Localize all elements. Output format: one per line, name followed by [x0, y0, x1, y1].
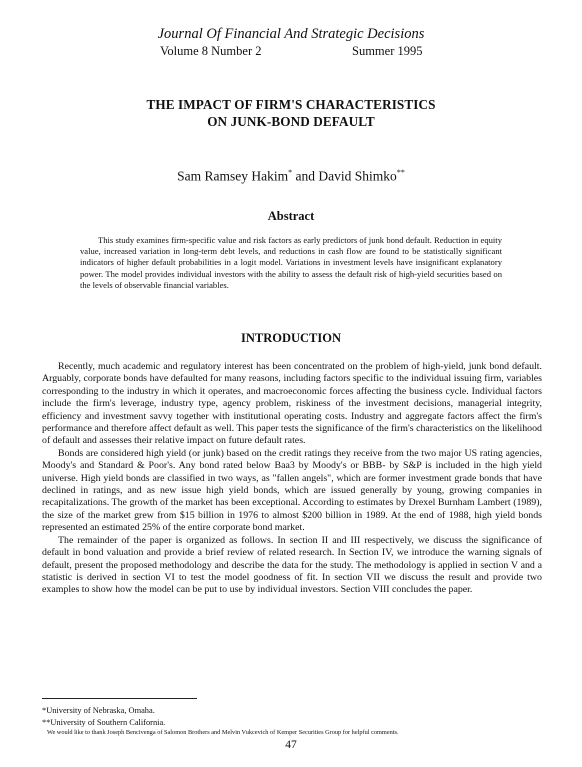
journal-name: Journal Of Financial And Strategic Decisions [157, 26, 425, 42]
author-1: Sam Ramsey Hakim [177, 168, 289, 184]
page-number: 47 [285, 739, 297, 751]
volume-number: Volume 8 Number 2 [160, 44, 262, 58]
author-conjunction: and [292, 168, 319, 184]
intro-paragraph-3: The remainder of the paper is organized as follows. In section II and III respectively, we discuss the significance of default in bond valuation and provide a brief review of related research. In Section IV, we introduce the warning signals of default, present the proposed methodology and describe the data for the study. The methodology is applied in section V and a statistic is derived in section VI to test the model goodness of fit. In section VII we discuss the result and provide two examples to show how the model can be put to use by individual investors. Section VIII concludes the paper. [42, 534, 542, 596]
issue-season: Summer 1995 [352, 44, 423, 58]
author-2-mark: ** [396, 168, 405, 177]
paper-title [0, 96, 582, 130]
author-line [0, 165, 582, 185]
author-2: David Shimko [318, 168, 397, 184]
intro-paragraph-2: Bonds are considered high yield (or junk) based on the credit ratings they receive from the two major US rating agencies, Moody's and Standard & Poor's. Any bond rated below Baa3 by Moody's or BBB- by S&P is included in the high yield universe. High yield bonds are classified in two ways, as "fallen angels", which are former investment grade bonds that have declined in ratings, and as new issue high yield bonds, which are issued generally by young, growing companies in recapitalizations. The growth of the market has been exceptional. According to estimates by Drexel Burnham Lambert (1989), the size of the market grew from $15 billion in 1976 to almost $200 billion in 1989. At the end of 1988, high yield bonds represented an estimated 25% of the entire corporate bond market. [42, 447, 542, 534]
title-line-1: THE IMPACT OF FIRM'S CHARACTERISTICS [146, 97, 436, 112]
abstract-heading: Abstract [267, 209, 315, 223]
introduction-heading: INTRODUCTION [240, 331, 341, 345]
footnote-affiliation-2: **University of Southern California. [42, 718, 166, 727]
title-line-2: ON JUNK-BOND DEFAULT [207, 114, 375, 129]
abstract-text: This study examines firm-specific value and risk factors as early predictors of junk bond default. Reduction in equity value, increased variation in long-term debt levels, and reductions in cash flow are found to be statistically significant indicators of higher default probabilities in a logit model. Variations in investment levels have insignificant explanatory power. The model provides individual investors with the ability to assess the default risk of high-yield securities based on the levels of observable financial variables. [80, 235, 502, 290]
footnote-acknowledgment: We would like to thank Joseph Bencivenga of Salomon Brothers and Melvin Vukcevich of Kemper Securities Group for helpful comments. [47, 729, 399, 736]
intro-paragraph-1: Recently, much academic and regulatory interest has been concentrated on the problem of high-yield, junk bond default. Arguably, corporate bonds have defaulted for many reasons, including factors specific to the individual issuing firm, variables corresponding to the industry in which it operates, and macroeconomic forces affecting the business cycle. Individual factors include the firm's leverage, industry type, agency problem, riskiness of the investment decisions, managerial integrity, efficiency and investment savvy together with institutional operating costs. Industry and aggregate factors affect the firm's performance and therefore affect default as well. This paper tests the significance of the firm's characteristics on the likelihood of default and assesses their relative impact on future default rates. [42, 361, 542, 447]
footnote-affiliation-1: *University of Nebraska, Omaha. [42, 706, 155, 715]
introduction-body [42, 361, 542, 597]
author-1-mark: * [288, 168, 293, 177]
footnote-divider [42, 698, 197, 699]
